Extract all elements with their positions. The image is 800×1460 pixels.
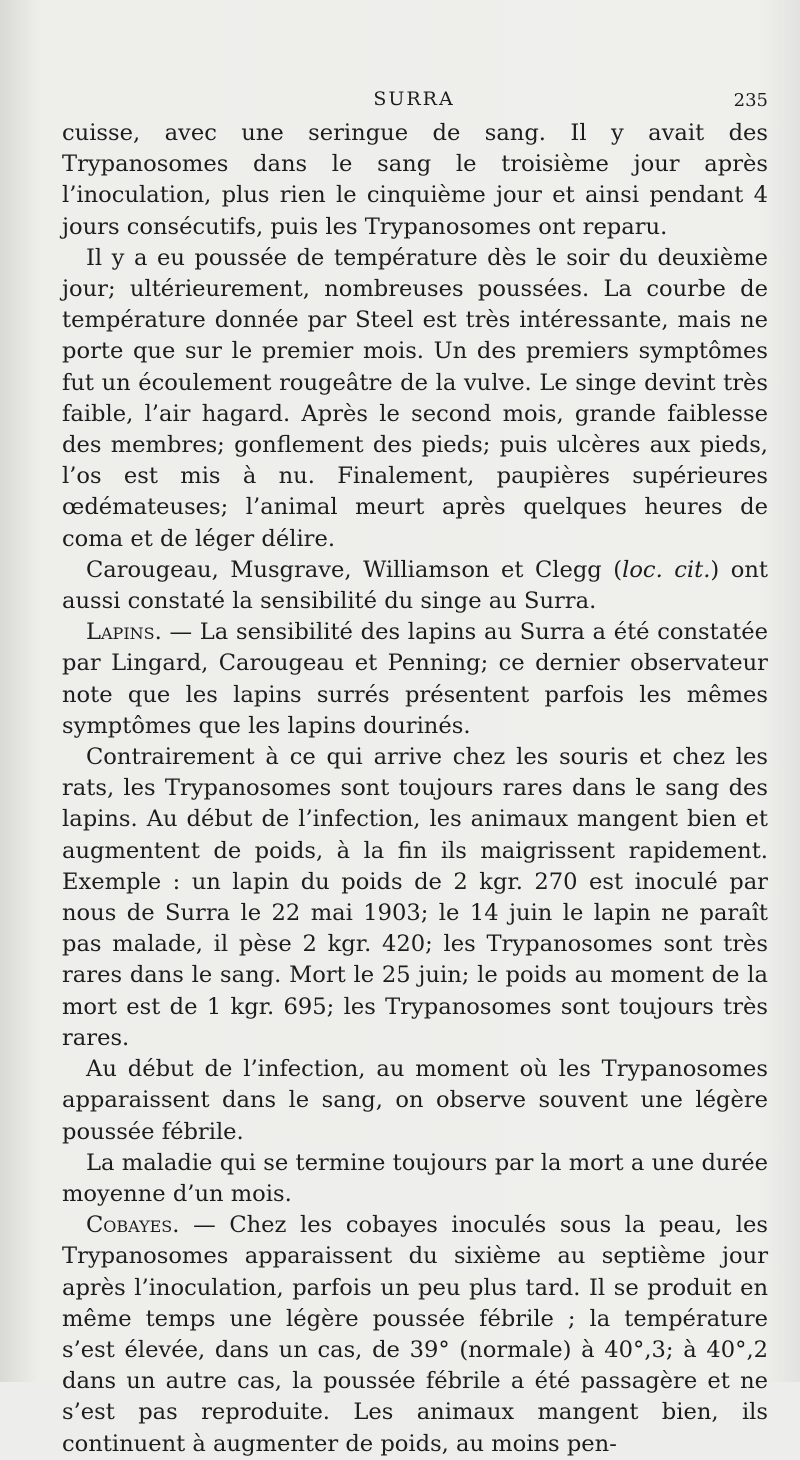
paragraph-lapins [62, 617, 768, 742]
paragraph-text: cuisse, avec une seringue de sang. Il y avait des Trypanosomes dans le sang le troisième jour après l’inoculation, plus rien le cinquième jour et ainsi pendant 4 jours consécutifs, puis les Trypanosomes ont reparu. [62, 120, 768, 240]
paragraph-continuation [62, 118, 768, 243]
paragraph-text: — Chez les cobayes inoculés sous la peau, les Trypanosomes apparaissent du sixième au septième jour après l’inoculation, parfois un peu plus tard. Il se produit en même temps une légère poussée fébrile ; la température s’est élevée, dans un cas, de 39° (normale) à 40°,3; à 40°,2 dans un autre cas, la poussée fébrile a été passagère et ne s’est pas reproduite. Les animaux mangent bien, ils continuent à augmenter de poids, au moins pen- [62, 1212, 768, 1457]
paragraph-contrairement [62, 742, 768, 1054]
paragraph-symptoms [62, 243, 768, 555]
paragraph-text: ) ont aussi constaté la sensibilité du singe au Surra. [62, 556, 768, 615]
paragraph-cobayes [62, 1210, 768, 1460]
section-label-cobayes: Cobayes. [86, 1212, 180, 1239]
page-number: 235 [733, 90, 768, 111]
paragraph-citation [62, 555, 768, 617]
section-label-lapins: Lapins. [86, 619, 162, 646]
paragraph-debut-infection [62, 1054, 768, 1148]
page-header [60, 84, 768, 114]
body-text [62, 118, 768, 1460]
paragraph-maladie [62, 1148, 768, 1210]
paragraph-text: La maladie qui se termine toujours par la mort a une durée moyenne d’un mois. [62, 1149, 768, 1207]
running-title: SURRA [373, 88, 455, 110]
paragraph-text: Il y a eu poussée de température dès le soir du deuxième jour; ultérieurement, nombreuses poussées. La courbe de température donnée par Steel est très intéressante, mais ne porte que sur le premier mois. Un des premiers symptômes fut un écoulement rougeâtre de la vulve. Le singe devint très faible, l’air hagard. Après le second mois, grande faiblesse des membres; gonflement des pieds; puis ulcères aux pieds, l’os est mis à nu. Finalement, paupières supérieures œdémateuses; l’animal meurt après quelques heures de coma et de léger délire. [62, 244, 768, 552]
paragraph-text: — La sensibilité des lapins au Surra a été constatée par Lingard, Carougeau et Penning; ce dernier observateur note que les lapins surrés présentent parfois les mêmes symptômes que les lapins dourinés. [62, 619, 768, 739]
citation-italic: loc. cit. [622, 556, 711, 583]
paragraph-text: Au début de l’infection, au moment où les Trypanosomes apparaissent dans le sang, on observe souvent une légère poussée fébrile. [62, 1056, 768, 1145]
paragraph-text: Contrairement à ce qui arrive chez les souris et chez les rats, les Trypanosomes sont toujours rares dans le sang des lapins. Au début de l’infection, les animaux mangent bien et augmentent de poids, à la fin ils maigrissent rapidement. Exemple : un lapin du poids de 2 kgr. 270 est inoculé par nous de Surra le 22 mai 1903; le 14 juin le lapin ne paraît pas malade, il pèse 2 kgr. 420; les Trypanosomes sont très rares dans le sang. Mort le 25 juin; le poids au moment de la mort est de 1 kgr. 695; les Trypanosomes sont toujours très rares. [62, 744, 768, 1051]
paragraph-text: Carougeau, Musgrave, Williamson et Clegg ( [86, 556, 623, 583]
